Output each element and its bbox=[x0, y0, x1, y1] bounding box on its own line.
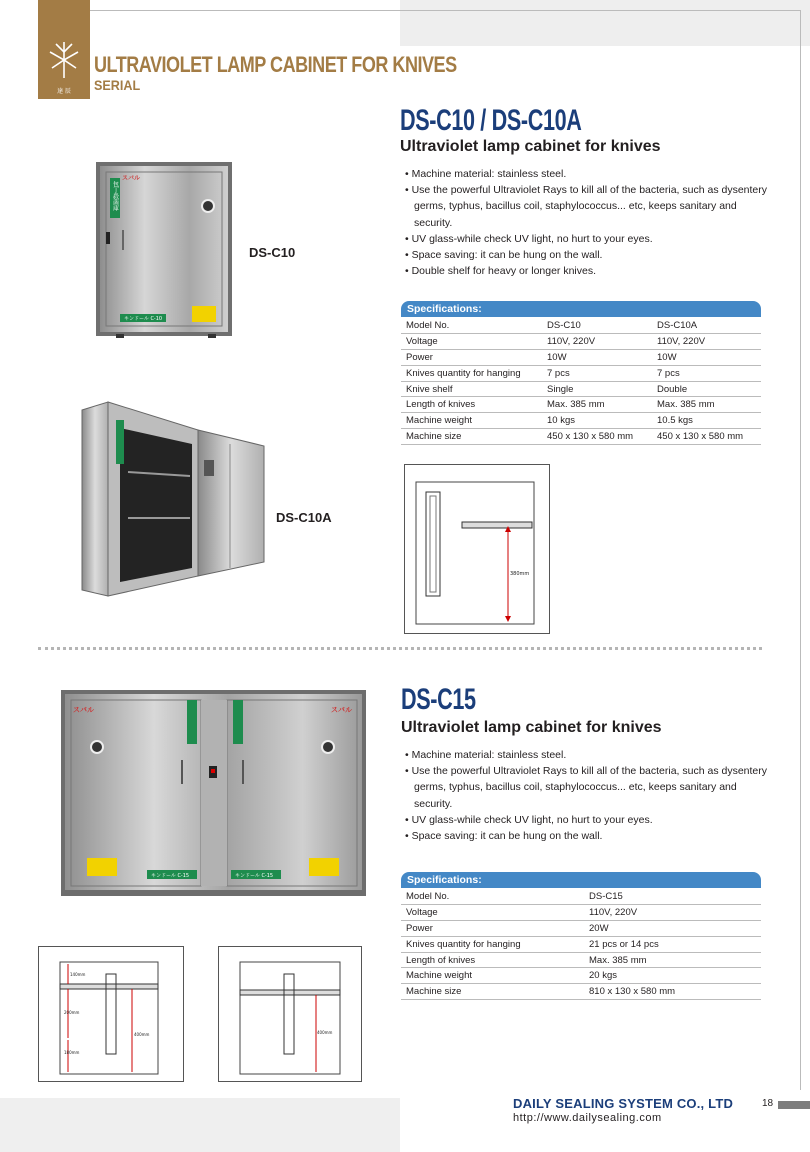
spec-value: Single bbox=[542, 381, 652, 397]
spec-row bbox=[401, 381, 761, 397]
spec-label: Knive shelf bbox=[401, 381, 542, 397]
specifications-header: Specifications: bbox=[401, 301, 761, 317]
spec-value: 450 x 130 x 580 mm bbox=[652, 429, 761, 445]
cabinet-side-label: 包丁殺菌庫 bbox=[111, 181, 119, 211]
diagram-dimension-label: 200mm bbox=[64, 1010, 80, 1015]
spec-value: 7 pcs bbox=[542, 365, 652, 381]
company-logo bbox=[38, 0, 90, 99]
spec-value: 110V, 220V bbox=[542, 333, 652, 349]
cabinet-brand: スバル bbox=[122, 175, 141, 182]
frame-line-top bbox=[90, 10, 800, 11]
spec-row bbox=[401, 984, 761, 1000]
spec-value: 450 x 130 x 580 mm bbox=[542, 429, 652, 445]
feature-item: • Double shelf for heavy or longer knives. bbox=[405, 263, 775, 279]
frame-line-right bbox=[800, 10, 801, 1090]
feature-item: • UV glass-while check UV light, no hurt to your eyes. bbox=[405, 812, 775, 828]
product2-feature-list bbox=[405, 747, 775, 844]
crane-logo-icon bbox=[42, 38, 86, 82]
spec-value: DS-C10A bbox=[652, 318, 761, 333]
product2-spec-table bbox=[401, 889, 761, 1000]
product2-subtitle: Ultraviolet lamp cabinet for knives bbox=[401, 719, 662, 736]
product1-model-title: DS-C10 / DS-C10A bbox=[400, 104, 582, 137]
spec-value: 10W bbox=[652, 349, 761, 365]
spec-value: Max. 385 mm bbox=[584, 952, 761, 968]
ds-c10a-cabinet-image bbox=[80, 400, 266, 600]
footer-band bbox=[0, 1098, 400, 1152]
diagram-dimension-label: 400mm bbox=[134, 1032, 150, 1037]
diagram-dimension-label: 380mm bbox=[510, 571, 530, 577]
spec-label: Machine weight bbox=[401, 968, 584, 984]
page-title: ULTRAVIOLET LAMP CABINET FOR KNIVES bbox=[94, 52, 457, 77]
cabinet-brand: スバル bbox=[73, 706, 94, 714]
spec-label: Voltage bbox=[401, 333, 542, 349]
feature-item: • Machine material: stainless steel. bbox=[405, 166, 775, 182]
company-url[interactable]: http://www.dailysealing.com bbox=[513, 1112, 662, 1124]
spec-label: Knives quantity for hanging bbox=[401, 365, 542, 381]
feature-item: • Use the powerful Ultraviolet Rays to kill all of the bacteria, such as dysentery germs, typhus, bacillus coil, staphylococcus... etc, keeps sanitary and security. bbox=[405, 182, 775, 231]
spec-row bbox=[401, 968, 761, 984]
spec-value: 20W bbox=[584, 920, 761, 936]
spec-row bbox=[401, 365, 761, 381]
logo-caption: 達 辰 bbox=[57, 89, 71, 95]
product1-subtitle: Ultraviolet lamp cabinet for knives bbox=[400, 138, 661, 155]
spec-label: Machine size bbox=[401, 429, 542, 445]
spec-label: Model No. bbox=[401, 318, 542, 333]
spec-value: 810 x 130 x 580 mm bbox=[584, 984, 761, 1000]
ds-c10-dimension-diagram bbox=[404, 464, 550, 634]
specifications-header: Specifications: bbox=[401, 872, 761, 888]
spec-row bbox=[401, 952, 761, 968]
spec-row bbox=[401, 429, 761, 445]
ds-c15-cabinet-image bbox=[61, 690, 366, 896]
image-label-ds-c10: DS-C10 bbox=[249, 245, 296, 260]
image-label-ds-c10a: DS-C10A bbox=[276, 510, 332, 525]
spec-value: Double bbox=[652, 381, 761, 397]
feature-item: • Machine material: stainless steel. bbox=[405, 747, 775, 763]
spec-row bbox=[401, 333, 761, 349]
spec-row bbox=[401, 889, 761, 904]
cabinet-bottom-label: キンドール C-10 bbox=[124, 316, 163, 322]
ds-c15-dimension-diagram-right bbox=[218, 946, 362, 1082]
spec-value: Max. 385 mm bbox=[542, 397, 652, 413]
spec-value: 20 kgs bbox=[584, 968, 761, 984]
header-band bbox=[400, 0, 810, 46]
product2-model-title: DS-C15 bbox=[401, 683, 476, 716]
ds-c10-cabinet-image bbox=[94, 160, 234, 340]
spec-row bbox=[401, 349, 761, 365]
spec-row bbox=[401, 936, 761, 952]
spec-label: Machine size bbox=[401, 984, 584, 1000]
product1-spec-table bbox=[401, 318, 761, 445]
spec-label: Power bbox=[401, 920, 584, 936]
feature-item: • Space saving: it can be hung on the wall. bbox=[405, 247, 775, 263]
spec-value: 110V, 220V bbox=[652, 333, 761, 349]
spec-row bbox=[401, 413, 761, 429]
spec-row bbox=[401, 318, 761, 333]
spec-label: Knives quantity for hanging bbox=[401, 936, 584, 952]
page-subtitle: SERIAL bbox=[94, 77, 141, 93]
product1-feature-list bbox=[405, 166, 775, 279]
spec-value: 10.5 kgs bbox=[652, 413, 761, 429]
diagram-dimension-label: 180mm bbox=[64, 1050, 80, 1055]
spec-value: 10W bbox=[542, 349, 652, 365]
ds-c15-dimension-diagram-left bbox=[38, 946, 184, 1082]
spec-row bbox=[401, 397, 761, 413]
feature-item: • Space saving: it can be hung on the wall. bbox=[405, 828, 775, 844]
cabinet-brand: スバル bbox=[331, 706, 352, 714]
spec-value: 7 pcs bbox=[652, 365, 761, 381]
spec-value: DS-C10 bbox=[542, 318, 652, 333]
diagram-dimension-label: 140mm bbox=[70, 972, 86, 977]
page-marker-bar bbox=[778, 1101, 810, 1109]
section-divider bbox=[38, 647, 762, 650]
spec-value: Max. 385 mm bbox=[652, 397, 761, 413]
spec-value: 110V, 220V bbox=[584, 904, 761, 920]
spec-label: Machine weight bbox=[401, 413, 542, 429]
spec-row bbox=[401, 920, 761, 936]
cabinet-bottom-label: キンドール C-15 bbox=[235, 873, 274, 879]
diagram-dimension-label: 400mm bbox=[317, 1030, 333, 1035]
spec-row bbox=[401, 904, 761, 920]
feature-item: • UV glass-while check UV light, no hurt to your eyes. bbox=[405, 231, 775, 247]
spec-value: 21 pcs or 14 pcs bbox=[584, 936, 761, 952]
spec-label: Model No. bbox=[401, 889, 584, 904]
page-number: 18 bbox=[762, 1098, 774, 1109]
spec-value: 10 kgs bbox=[542, 413, 652, 429]
spec-label: Length of knives bbox=[401, 952, 584, 968]
spec-label: Length of knives bbox=[401, 397, 542, 413]
spec-value: DS-C15 bbox=[584, 889, 761, 904]
cabinet-bottom-label: キンドール C-15 bbox=[151, 873, 190, 879]
spec-label: Voltage bbox=[401, 904, 584, 920]
spec-label: Power bbox=[401, 349, 542, 365]
feature-item: • Use the powerful Ultraviolet Rays to kill all of the bacteria, such as dysentery germs, typhus, bacillus coil, staphylococcus... etc, keeps sanitary and security. bbox=[405, 763, 775, 812]
company-name: DAILY SEALING SYSTEM CO., LTD bbox=[513, 1096, 734, 1111]
